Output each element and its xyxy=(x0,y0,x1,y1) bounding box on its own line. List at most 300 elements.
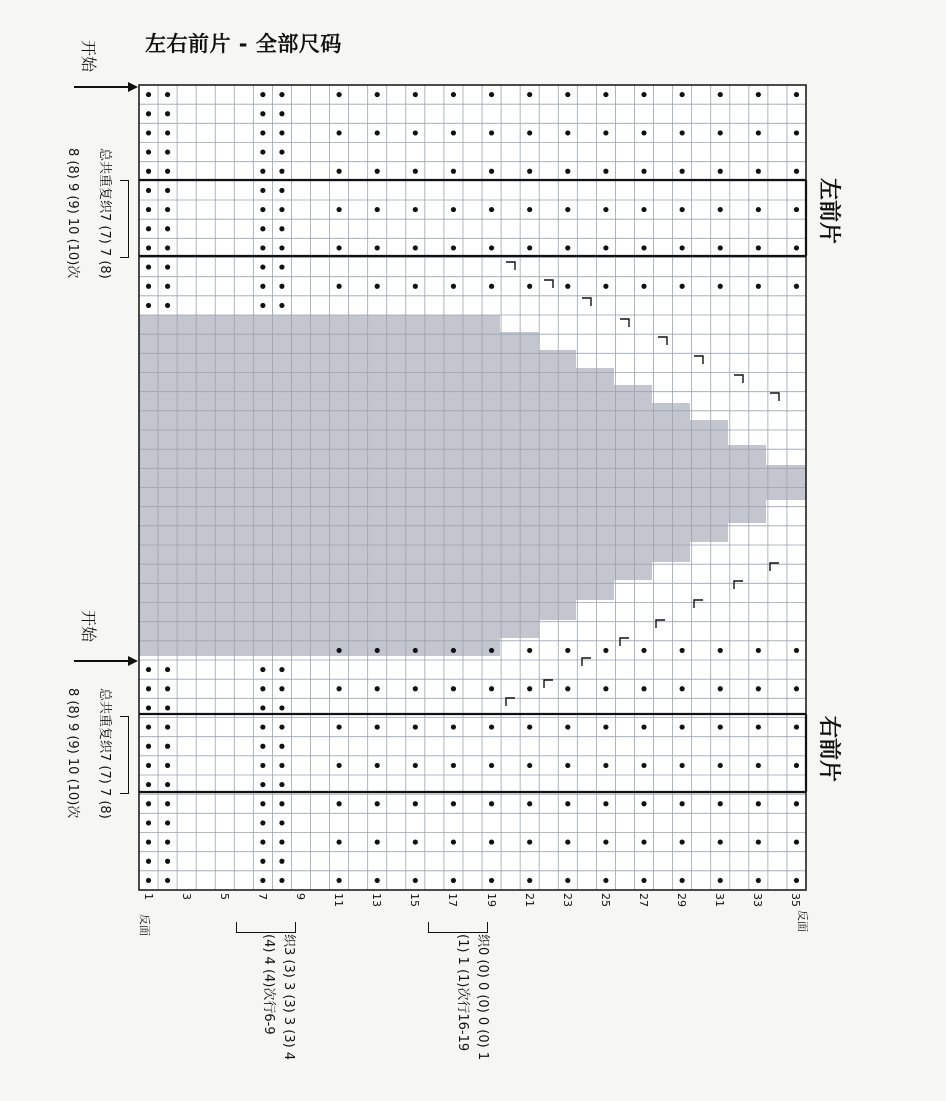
repeat-note-top: 总共重复织7 (7) 7 (8) xyxy=(97,148,112,279)
purl-dot xyxy=(794,169,799,174)
purl-dot xyxy=(375,207,380,212)
purl-dot xyxy=(375,245,380,250)
purl-dot xyxy=(489,724,494,729)
purl-dot xyxy=(680,878,685,883)
purl-dot xyxy=(260,705,265,710)
purl-dot xyxy=(260,169,265,174)
purl-dot xyxy=(680,686,685,691)
purl-dot xyxy=(489,878,494,883)
purl-dot xyxy=(794,92,799,97)
note-a-bracket xyxy=(236,922,296,933)
purl-dot xyxy=(451,130,456,135)
purl-dot xyxy=(279,303,284,308)
purl-dot xyxy=(718,130,723,135)
purl-dot xyxy=(375,169,380,174)
purl-dot xyxy=(756,724,761,729)
purl-dot xyxy=(337,878,342,883)
purl-dot xyxy=(279,226,284,231)
column-number: 27 xyxy=(637,893,650,907)
purl-dot xyxy=(165,207,170,212)
purl-dot xyxy=(260,878,265,883)
purl-dot xyxy=(451,801,456,806)
purl-dot xyxy=(794,724,799,729)
purl-dot xyxy=(165,303,170,308)
purl-dot xyxy=(260,111,265,116)
purl-dot xyxy=(279,130,284,135)
purl-dot xyxy=(680,207,685,212)
purl-dot xyxy=(489,686,494,691)
purl-dot xyxy=(165,801,170,806)
purl-dot xyxy=(375,801,380,806)
purl-dot xyxy=(527,839,532,844)
purl-dot xyxy=(260,667,265,672)
purl-dot xyxy=(451,648,456,653)
purl-dot xyxy=(451,207,456,212)
purl-dot xyxy=(451,724,456,729)
purl-dot xyxy=(794,245,799,250)
purl-dot xyxy=(260,264,265,269)
purl-dot xyxy=(565,130,570,135)
purl-dot xyxy=(413,207,418,212)
purl-dot xyxy=(527,648,532,653)
note-a: 织3 (3) 3 (3) 3 (3) 4 xyxy=(281,934,296,1061)
column-number: 7 xyxy=(255,893,269,900)
purl-dot xyxy=(527,92,532,97)
purl-dot xyxy=(489,169,494,174)
purl-dot xyxy=(260,801,265,806)
purl-dot xyxy=(527,284,532,289)
purl-dot xyxy=(165,724,170,729)
purl-dot xyxy=(413,92,418,97)
purl-dot xyxy=(260,303,265,308)
purl-dot xyxy=(165,667,170,672)
note-b-2: (1) 1 (1)次行16-19 xyxy=(455,934,470,1052)
purl-dot xyxy=(279,149,284,154)
purl-dot xyxy=(337,169,342,174)
purl-dot xyxy=(260,782,265,787)
purl-dot xyxy=(565,763,570,768)
purl-dot xyxy=(756,245,761,250)
purl-dot xyxy=(279,264,284,269)
column-number: 13 xyxy=(370,893,384,907)
purl-dot xyxy=(680,130,685,135)
purl-dot xyxy=(146,226,151,231)
purl-dot xyxy=(451,839,456,844)
column-number: 21 xyxy=(522,893,536,907)
purl-dot xyxy=(413,245,418,250)
purl-dot xyxy=(279,782,284,787)
purl-dot xyxy=(165,188,170,193)
purl-dot xyxy=(146,111,151,116)
purl-dot xyxy=(337,207,342,212)
purl-dot xyxy=(489,839,494,844)
purl-dot xyxy=(641,724,646,729)
purl-dot xyxy=(146,169,151,174)
purl-dot xyxy=(165,763,170,768)
purl-dot xyxy=(279,667,284,672)
purl-dot xyxy=(603,284,608,289)
purl-dot xyxy=(165,111,170,116)
purl-dot xyxy=(603,245,608,250)
purl-dot xyxy=(260,744,265,749)
purl-dot xyxy=(375,724,380,729)
purl-dot xyxy=(260,859,265,864)
note-b: 织0 (0) 0 (0) 0 (0) 1 xyxy=(475,934,490,1061)
purl-dot xyxy=(260,245,265,250)
purl-dot xyxy=(165,878,170,883)
purl-dot xyxy=(375,284,380,289)
purl-dot xyxy=(165,92,170,97)
purl-dot xyxy=(279,207,284,212)
column-number: 17 xyxy=(446,893,460,907)
purl-dot xyxy=(279,839,284,844)
purl-dot xyxy=(451,169,456,174)
purl-dot xyxy=(718,839,723,844)
purl-dot xyxy=(527,878,532,883)
purl-dot xyxy=(641,878,646,883)
purl-dot xyxy=(451,878,456,883)
page-title: 左右前片 - 全部尺码 xyxy=(145,32,342,56)
purl-dot xyxy=(718,801,723,806)
purl-dot xyxy=(565,92,570,97)
purl-dot xyxy=(279,169,284,174)
column-number: 3 xyxy=(179,893,193,900)
purl-dot xyxy=(794,878,799,883)
purl-dot xyxy=(680,763,685,768)
purl-dot xyxy=(603,839,608,844)
purl-dot xyxy=(279,801,284,806)
purl-dot xyxy=(413,284,418,289)
purl-dot xyxy=(794,284,799,289)
purl-dot xyxy=(565,648,570,653)
purl-dot xyxy=(165,820,170,825)
purl-dot xyxy=(451,763,456,768)
purl-dot xyxy=(260,149,265,154)
purl-dot xyxy=(603,878,608,883)
purl-dot xyxy=(413,648,418,653)
purl-dot xyxy=(260,188,265,193)
purl-dot xyxy=(794,207,799,212)
column-number: 11 xyxy=(332,893,346,907)
purl-dot xyxy=(718,92,723,97)
purl-dot xyxy=(165,169,170,174)
column-number: 5 xyxy=(217,893,231,900)
purl-dot xyxy=(489,245,494,250)
purl-dot xyxy=(165,284,170,289)
repeat-note-bottom: 总共重复织7 (7) 7 (8) xyxy=(97,688,112,819)
purl-dot xyxy=(718,207,723,212)
purl-dot xyxy=(565,169,570,174)
purl-dot xyxy=(279,188,284,193)
start-label-bottom: 开始 xyxy=(79,610,98,643)
left-front-label: 左前片 xyxy=(816,178,841,245)
purl-dot xyxy=(451,245,456,250)
purl-dot xyxy=(603,724,608,729)
purl-dot xyxy=(565,839,570,844)
purl-dot xyxy=(718,763,723,768)
purl-dot xyxy=(527,686,532,691)
column-number: 31 xyxy=(713,893,727,907)
purl-dot xyxy=(527,763,532,768)
purl-dot xyxy=(641,801,646,806)
purl-dot xyxy=(337,686,342,691)
purl-dot xyxy=(260,820,265,825)
purl-dot xyxy=(603,92,608,97)
purl-dot xyxy=(337,245,342,250)
purl-dot xyxy=(260,92,265,97)
purl-dot xyxy=(451,686,456,691)
column-number: 25 xyxy=(598,893,612,907)
purl-dot xyxy=(413,801,418,806)
purl-dot xyxy=(146,207,151,212)
purl-dot xyxy=(279,92,284,97)
purl-dot xyxy=(641,648,646,653)
purl-dot xyxy=(756,878,761,883)
column-number: 1 xyxy=(141,893,155,900)
purl-dot xyxy=(756,686,761,691)
purl-dot xyxy=(718,648,723,653)
purl-dot xyxy=(794,648,799,653)
purl-dot xyxy=(718,686,723,691)
purl-dot xyxy=(146,763,151,768)
purl-dot xyxy=(337,763,342,768)
purl-dot xyxy=(756,839,761,844)
start-label-top: 开始 xyxy=(79,40,98,73)
purl-dot xyxy=(146,130,151,135)
reverse-label-right: 反面 xyxy=(796,910,809,932)
purl-dot xyxy=(680,92,685,97)
purl-dot xyxy=(794,801,799,806)
purl-dot xyxy=(165,264,170,269)
purl-dot xyxy=(337,284,342,289)
purl-dot xyxy=(641,130,646,135)
purl-dot xyxy=(279,820,284,825)
purl-dot xyxy=(260,226,265,231)
purl-dot xyxy=(413,878,418,883)
purl-dot xyxy=(489,130,494,135)
purl-dot xyxy=(146,782,151,787)
purl-dot xyxy=(565,245,570,250)
purl-dot xyxy=(680,245,685,250)
purl-dot xyxy=(527,130,532,135)
purl-dot xyxy=(718,724,723,729)
purl-dot xyxy=(165,130,170,135)
purl-dot xyxy=(260,724,265,729)
purl-dot xyxy=(375,686,380,691)
purl-dot xyxy=(641,839,646,844)
purl-dot xyxy=(603,763,608,768)
column-number: 29 xyxy=(675,893,689,907)
purl-dot xyxy=(413,686,418,691)
purl-dot xyxy=(146,667,151,672)
purl-dot xyxy=(680,648,685,653)
purl-dot xyxy=(260,763,265,768)
purl-dot xyxy=(603,130,608,135)
purl-dot xyxy=(165,245,170,250)
purl-dot xyxy=(565,878,570,883)
purl-dot xyxy=(565,284,570,289)
purl-dot xyxy=(279,245,284,250)
purl-dot xyxy=(489,648,494,653)
purl-dot xyxy=(279,744,284,749)
purl-dot xyxy=(165,226,170,231)
purl-dot xyxy=(165,782,170,787)
column-number: 33 xyxy=(751,893,765,907)
purl-dot xyxy=(146,245,151,250)
purl-dot xyxy=(641,92,646,97)
purl-dot xyxy=(375,130,380,135)
purl-dot xyxy=(146,284,151,289)
purl-dot xyxy=(146,820,151,825)
purl-dot xyxy=(527,724,532,729)
column-number: 9 xyxy=(293,893,307,900)
purl-dot xyxy=(451,284,456,289)
purl-dot xyxy=(680,801,685,806)
purl-dot xyxy=(146,878,151,883)
purl-dot xyxy=(641,686,646,691)
purl-dot xyxy=(756,763,761,768)
purl-dot xyxy=(165,859,170,864)
purl-dot xyxy=(603,169,608,174)
purl-dot xyxy=(641,284,646,289)
purl-dot xyxy=(279,705,284,710)
purl-dot xyxy=(165,149,170,154)
purl-dot xyxy=(756,207,761,212)
purl-dot xyxy=(641,207,646,212)
purl-dot xyxy=(603,648,608,653)
column-number: 23 xyxy=(560,893,574,907)
purl-dot xyxy=(146,264,151,269)
purl-dot xyxy=(146,859,151,864)
purl-dot xyxy=(413,763,418,768)
purl-dot xyxy=(260,130,265,135)
purl-dot xyxy=(641,169,646,174)
purl-dot xyxy=(603,207,608,212)
purl-dot xyxy=(337,92,342,97)
purl-dot xyxy=(718,245,723,250)
purl-dot xyxy=(279,859,284,864)
purl-dot xyxy=(375,763,380,768)
purl-dot xyxy=(794,763,799,768)
purl-dot xyxy=(527,169,532,174)
purl-dot xyxy=(375,878,380,883)
purl-dot xyxy=(375,648,380,653)
purl-dot xyxy=(756,169,761,174)
purl-dot xyxy=(565,207,570,212)
purl-dot xyxy=(641,763,646,768)
purl-dot xyxy=(165,839,170,844)
purl-dot xyxy=(165,705,170,710)
purl-dot xyxy=(413,724,418,729)
purl-dot xyxy=(413,130,418,135)
purl-dot xyxy=(489,801,494,806)
purl-dot xyxy=(165,686,170,691)
purl-dot xyxy=(337,801,342,806)
purl-dot xyxy=(641,245,646,250)
purl-dot xyxy=(794,130,799,135)
purl-dot xyxy=(337,648,342,653)
purl-dot xyxy=(279,763,284,768)
purl-dot xyxy=(794,686,799,691)
purl-dot xyxy=(260,284,265,289)
purl-dot xyxy=(260,207,265,212)
purl-dot xyxy=(337,839,342,844)
purl-dot xyxy=(756,284,761,289)
purl-dot xyxy=(279,111,284,116)
right-front-label: 右前片 xyxy=(816,716,841,783)
purl-dot xyxy=(565,686,570,691)
purl-dot xyxy=(337,130,342,135)
purl-dot xyxy=(756,130,761,135)
purl-dot xyxy=(279,724,284,729)
purl-dot xyxy=(756,92,761,97)
purl-dot xyxy=(146,744,151,749)
purl-dot xyxy=(146,724,151,729)
purl-dot xyxy=(375,839,380,844)
purl-dot xyxy=(756,801,761,806)
purl-dot xyxy=(489,284,494,289)
repeat-note-top-2: 8 (8) 9 (9) 10 (10)次 xyxy=(65,148,80,279)
purl-dot xyxy=(718,284,723,289)
purl-dot xyxy=(413,169,418,174)
purl-dot xyxy=(680,284,685,289)
purl-dot xyxy=(603,801,608,806)
purl-dot xyxy=(489,92,494,97)
purl-dot xyxy=(756,648,761,653)
purl-dot xyxy=(260,839,265,844)
column-number: 19 xyxy=(484,893,498,907)
note-b-bracket xyxy=(428,922,488,933)
purl-dot xyxy=(146,686,151,691)
reverse-label-left: 反面 xyxy=(138,914,151,936)
column-number: 35 xyxy=(789,893,803,907)
purl-dot xyxy=(718,878,723,883)
purl-dot xyxy=(260,686,265,691)
purl-dot xyxy=(146,839,151,844)
purl-dot xyxy=(489,763,494,768)
purl-dot xyxy=(146,188,151,193)
purl-dot xyxy=(527,801,532,806)
purl-dot xyxy=(146,303,151,308)
purl-dot xyxy=(279,686,284,691)
note-a-2: (4) 4 (4)次行6-9 xyxy=(261,934,276,1035)
purl-dot xyxy=(375,92,380,97)
purl-dot xyxy=(603,686,608,691)
purl-dot xyxy=(565,801,570,806)
purl-dot xyxy=(680,839,685,844)
column-number: 15 xyxy=(408,893,422,907)
purl-dot xyxy=(527,207,532,212)
purl-dot xyxy=(527,245,532,250)
purl-dot xyxy=(146,705,151,710)
purl-dot xyxy=(565,724,570,729)
purl-dot xyxy=(279,284,284,289)
repeat-note-bottom-2: 8 (8) 9 (9) 10 (10)次 xyxy=(65,688,80,819)
purl-dot xyxy=(489,207,494,212)
purl-dot xyxy=(146,149,151,154)
purl-dot xyxy=(680,724,685,729)
purl-dot xyxy=(279,878,284,883)
purl-dot xyxy=(337,724,342,729)
purl-dot xyxy=(165,744,170,749)
purl-dot xyxy=(146,92,151,97)
purl-dot xyxy=(451,92,456,97)
purl-dot xyxy=(413,839,418,844)
purl-dot xyxy=(718,169,723,174)
purl-dot xyxy=(146,801,151,806)
purl-dot xyxy=(680,169,685,174)
purl-dot xyxy=(794,839,799,844)
